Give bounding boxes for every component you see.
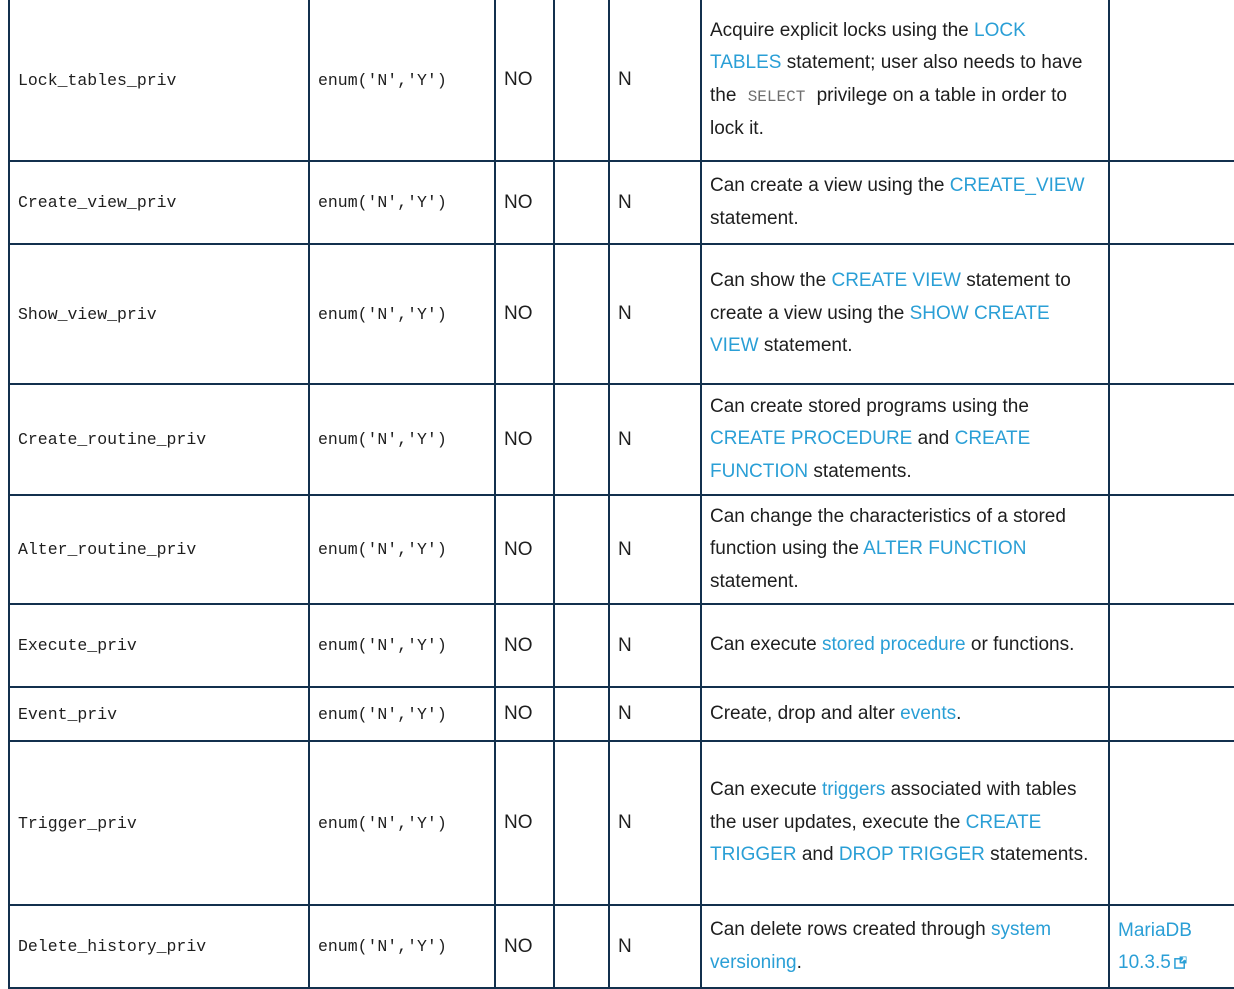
description-text: statements. [808,460,912,482]
column-type-cell: enum('N','Y') [309,687,495,741]
create-view-link[interactable] [831,270,961,291]
column-name-cell: Trigger_priv [9,741,309,905]
column-name-cell: Alter_routine_priv [9,495,309,604]
table-row [9,161,1234,244]
default-cell: N [609,604,701,687]
create-procedure-link[interactable] [710,428,912,449]
description-cell [701,741,1109,905]
drop-trigger-link[interactable] [839,844,985,865]
introduced-cell [1109,384,1234,495]
introduced-cell [1109,905,1234,988]
introduced-cell [1109,604,1234,687]
default-cell: N [609,495,701,604]
table-row [9,384,1234,495]
description-text: statement to create a view using the [710,270,1071,324]
description-text: Create, drop and alter [710,702,901,724]
description-text: statement. [758,335,853,357]
description-cell [701,161,1109,244]
default-cell: N [609,687,701,741]
description-cell [701,905,1109,988]
null-cell: NO [495,495,554,604]
null-cell: NO [495,687,554,741]
key-cell [554,161,609,244]
key-cell [554,495,609,604]
description-cell [701,495,1109,604]
description-cell [701,604,1109,687]
link-text: CREATE PROCEDURE [710,428,913,450]
introduced-cell [1109,161,1234,244]
alter-function-link[interactable] [863,538,1026,559]
table-row [9,905,1234,988]
link-text: CREATE TRIGGER [710,811,1042,866]
table-row [9,495,1234,604]
table-row [9,687,1234,741]
description-text: or functions. [965,634,1075,656]
description-text: statements. [984,844,1089,866]
description-text: Can create stored programs using the [710,395,1029,417]
description-cell [701,384,1109,495]
description-text: and [796,844,839,866]
introduced-cell [1109,0,1234,161]
events-link[interactable] [900,703,956,724]
link-text: CREATE_VIEW [949,175,1085,196]
stored-procedure-link[interactable] [822,634,966,655]
key-cell [554,687,609,741]
null-cell: NO [495,244,554,384]
description-text: and [912,428,955,450]
null-cell: NO [495,161,554,244]
key-cell [554,905,609,988]
mariadb-10-3-5-link[interactable] [1118,920,1192,973]
default-cell: N [609,244,701,384]
default-cell: N [609,384,701,495]
column-name-cell: Delete_history_priv [9,905,309,988]
external-link-icon [1174,956,1187,969]
link-text: SHOW CREATE VIEW [710,302,1050,357]
column-name-cell: Create_view_priv [9,161,309,244]
link-text: CREATE VIEW [831,270,961,292]
default-cell: N [609,161,701,244]
description-text: statement. [710,570,799,592]
default-cell: N [609,905,701,988]
column-type-cell: enum('N','Y') [309,495,495,604]
key-cell [554,244,609,384]
description-text: Can show the [710,270,832,292]
column-type-cell: enum('N','Y') [309,905,495,988]
key-cell [554,604,609,687]
column-name-cell: Event_priv [9,687,309,741]
introduced-cell [1109,687,1234,741]
table-row [9,604,1234,687]
description-cell [701,0,1109,161]
description-text: Can create a view using the [710,175,950,196]
description-text: Can change the characteristics of a stored function using the [710,505,1066,560]
table-row [9,244,1234,384]
description-text: . [956,702,962,724]
null-cell: NO [495,741,554,905]
column-name-cell: Lock_tables_priv [9,0,309,161]
privileges-table [8,0,1234,989]
column-type-cell: enum('N','Y') [309,244,495,384]
description-text: Can delete rows created through [710,919,991,940]
default-cell: N [609,741,701,905]
description-cell [701,687,1109,741]
column-type-cell: enum('N','Y') [309,604,495,687]
column-name-cell: Execute_priv [9,604,309,687]
link-text: stored procedure [821,634,966,656]
introduced-cell [1109,741,1234,905]
link-text: CREATE FUNCTION [710,428,1031,482]
key-cell [554,0,609,161]
table-row [9,741,1234,905]
link-text: triggers [821,779,886,801]
inline-code: SELECT [747,87,806,106]
column-type-cell: enum('N','Y') [309,384,495,495]
column-type-cell: enum('N','Y') [309,741,495,905]
introduced-cell [1109,495,1234,604]
null-cell: NO [495,604,554,687]
description-text: statement. [710,207,799,229]
description-text: associated with tables the user updates, execute the [710,779,1077,833]
description-text: . [796,951,802,973]
link-text: LOCK TABLES [710,19,1026,73]
description-text: Acquire explicit locks using the [710,19,975,41]
description-text: Can execute [710,634,822,656]
link-text: DROP TRIGGER [838,844,985,866]
introduced-cell [1109,244,1234,384]
column-type-cell: enum('N','Y') [309,161,495,244]
default-cell: N [609,0,701,161]
description-text: statement; user also needs to have the [710,52,1083,106]
link-text: events [900,702,957,724]
key-cell [554,384,609,495]
table-row [9,0,1234,161]
link-text: MariaDB 10.3.5 [1118,919,1192,973]
null-cell: NO [495,384,554,495]
column-type-cell: enum('N','Y') [309,0,495,161]
column-name-cell: Show_view_priv [9,244,309,384]
column-name-cell: Create_routine_priv [9,384,309,495]
null-cell: NO [495,905,554,988]
create-view-link[interactable] [950,175,1085,196]
triggers-link[interactable] [822,779,885,800]
description-text: Can execute [710,779,822,801]
description-text: privilege on a table in order to lock it. [710,84,1067,139]
link-text: ALTER FUNCTION [863,538,1027,560]
null-cell: NO [495,0,554,161]
link-text: system versioning [710,919,1052,973]
description-cell [701,244,1109,384]
key-cell [554,741,609,905]
